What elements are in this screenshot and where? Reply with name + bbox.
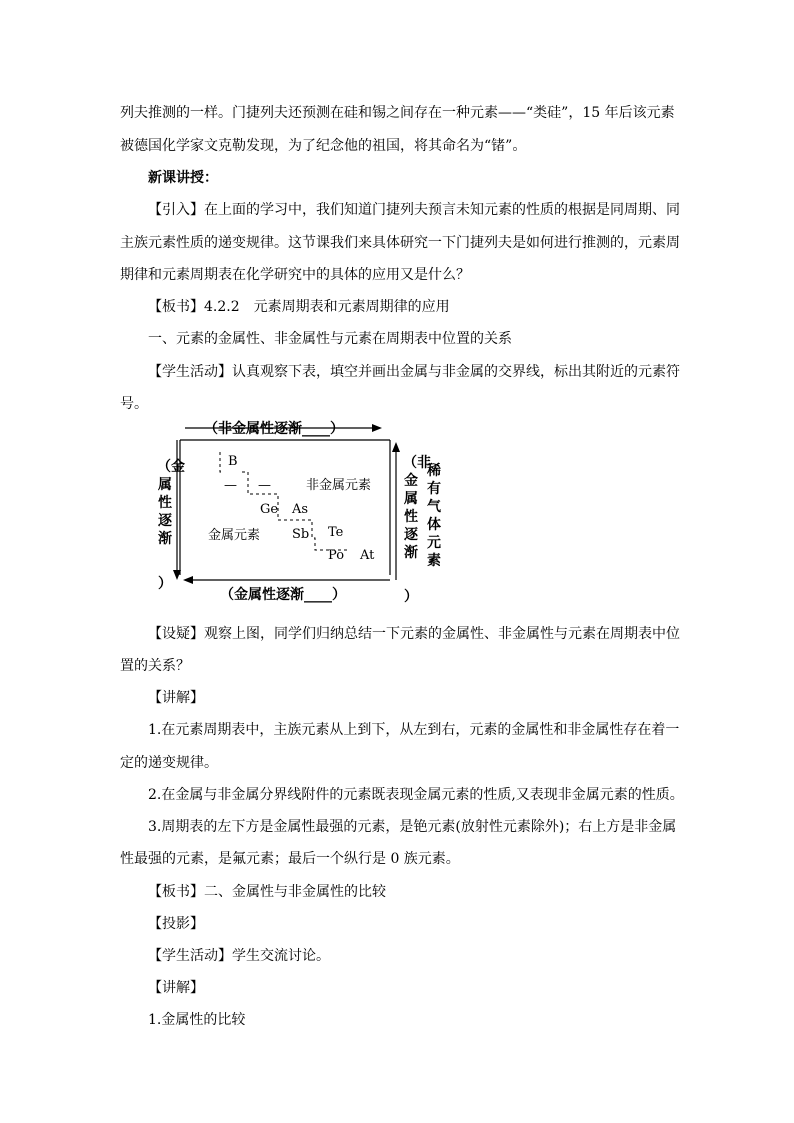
element-at: At	[360, 548, 375, 563]
paragraph-line: 性最强的元素，是氟元素；最后一个纵行是 0 族元素。	[120, 851, 460, 867]
section-heading: 新课讲授：	[148, 170, 218, 186]
metal-label: 金属元素	[208, 528, 261, 543]
blank-2: —	[258, 478, 271, 493]
paragraph-line: 2.在金属与非金属分界线附件的元素既表现金属元素的性质,又表现非金属元素的性质。	[148, 787, 684, 803]
paragraph-line: 主族元素性质的递变规律。这节课我们来具体研究一下门捷列夫是如何进行推测的，元素周	[120, 235, 680, 251]
element-b: B	[228, 454, 238, 469]
paragraph-line: 【讲解】	[148, 690, 204, 706]
paragraph-line: 【学生活动】学生交流讨论。	[148, 948, 330, 964]
paragraph-line: 【讲解】	[148, 980, 204, 996]
paragraph-line: 1.在元素周期表中，主族元素从上到下，从左到右，元素的金属性和非金属性存在着一	[148, 722, 680, 738]
bottom-trend-label: （金属性逐渐____）	[220, 587, 346, 603]
element-po: Po	[328, 548, 345, 563]
paragraph-line: 【设疑】观察上图，同学们归纳总结一下元素的金属性、非金属性与元素在周期表中位	[148, 626, 680, 642]
paragraph-line: 1.金属性的比较	[148, 1012, 246, 1028]
paragraph-line: 【板书】4.2.2 元素周期表和元素周期律的应用	[148, 299, 450, 315]
element-te: Te	[328, 525, 344, 540]
right-trend-close: ）	[404, 589, 418, 605]
paragraph-line: 【引入】在上面的学习中，我们知道门捷列夫预言未知元素的性质的根据是同周期、同	[148, 202, 680, 218]
paragraph-line: 一、元素的金属性、非金属性与元素在周期表中位置的关系	[148, 331, 512, 347]
paragraph-line: 【学生活动】认真观察下表，填空并画出金属与非金属的交界线，标出其附近的元素符	[148, 364, 680, 380]
element-ge: Ge	[260, 502, 279, 517]
paragraph-line: 定的递变规律。	[120, 755, 218, 771]
blank-1: —	[224, 478, 237, 493]
nonmetal-label: 非金属元素	[306, 478, 372, 493]
periodic-trend-diagram	[140, 410, 460, 610]
left-trend-close: ）	[158, 576, 172, 592]
right-trend-label: （非金属性逐渐	[403, 455, 431, 561]
top-trend-label: （非金属性逐渐____）	[204, 421, 344, 437]
paragraph-line: 3.周期表的左下方是金属性最强的元素，是铯元素(放射性元素除外)；右上方是非金属	[148, 819, 677, 835]
paragraph-line: 【投影】	[148, 916, 204, 932]
paragraph-line: 列夫推测的一样。门捷列夫还预测在硅和锡之间存在一种元素——“类硅”，15 年后该元素	[120, 105, 675, 121]
paragraph-line: 【板书】二、金属性与非金属性的比较	[148, 884, 386, 900]
noble-gas-label: 稀有气体元素	[427, 463, 441, 569]
paragraph-line: 期律和元素周期表在化学研究中的具体的应用又是什么？	[120, 267, 470, 283]
element-sb: Sb	[292, 527, 310, 542]
paragraph-line: 置的关系？	[120, 658, 190, 674]
left-trend-label: （金属性逐渐	[157, 459, 185, 547]
paragraph-line: 号。	[120, 396, 148, 412]
element-as: As	[292, 502, 309, 517]
paragraph-line: 被德国化学家文克勒发现，为了纪念他的祖国，将其命名为“锗”。	[120, 138, 527, 154]
